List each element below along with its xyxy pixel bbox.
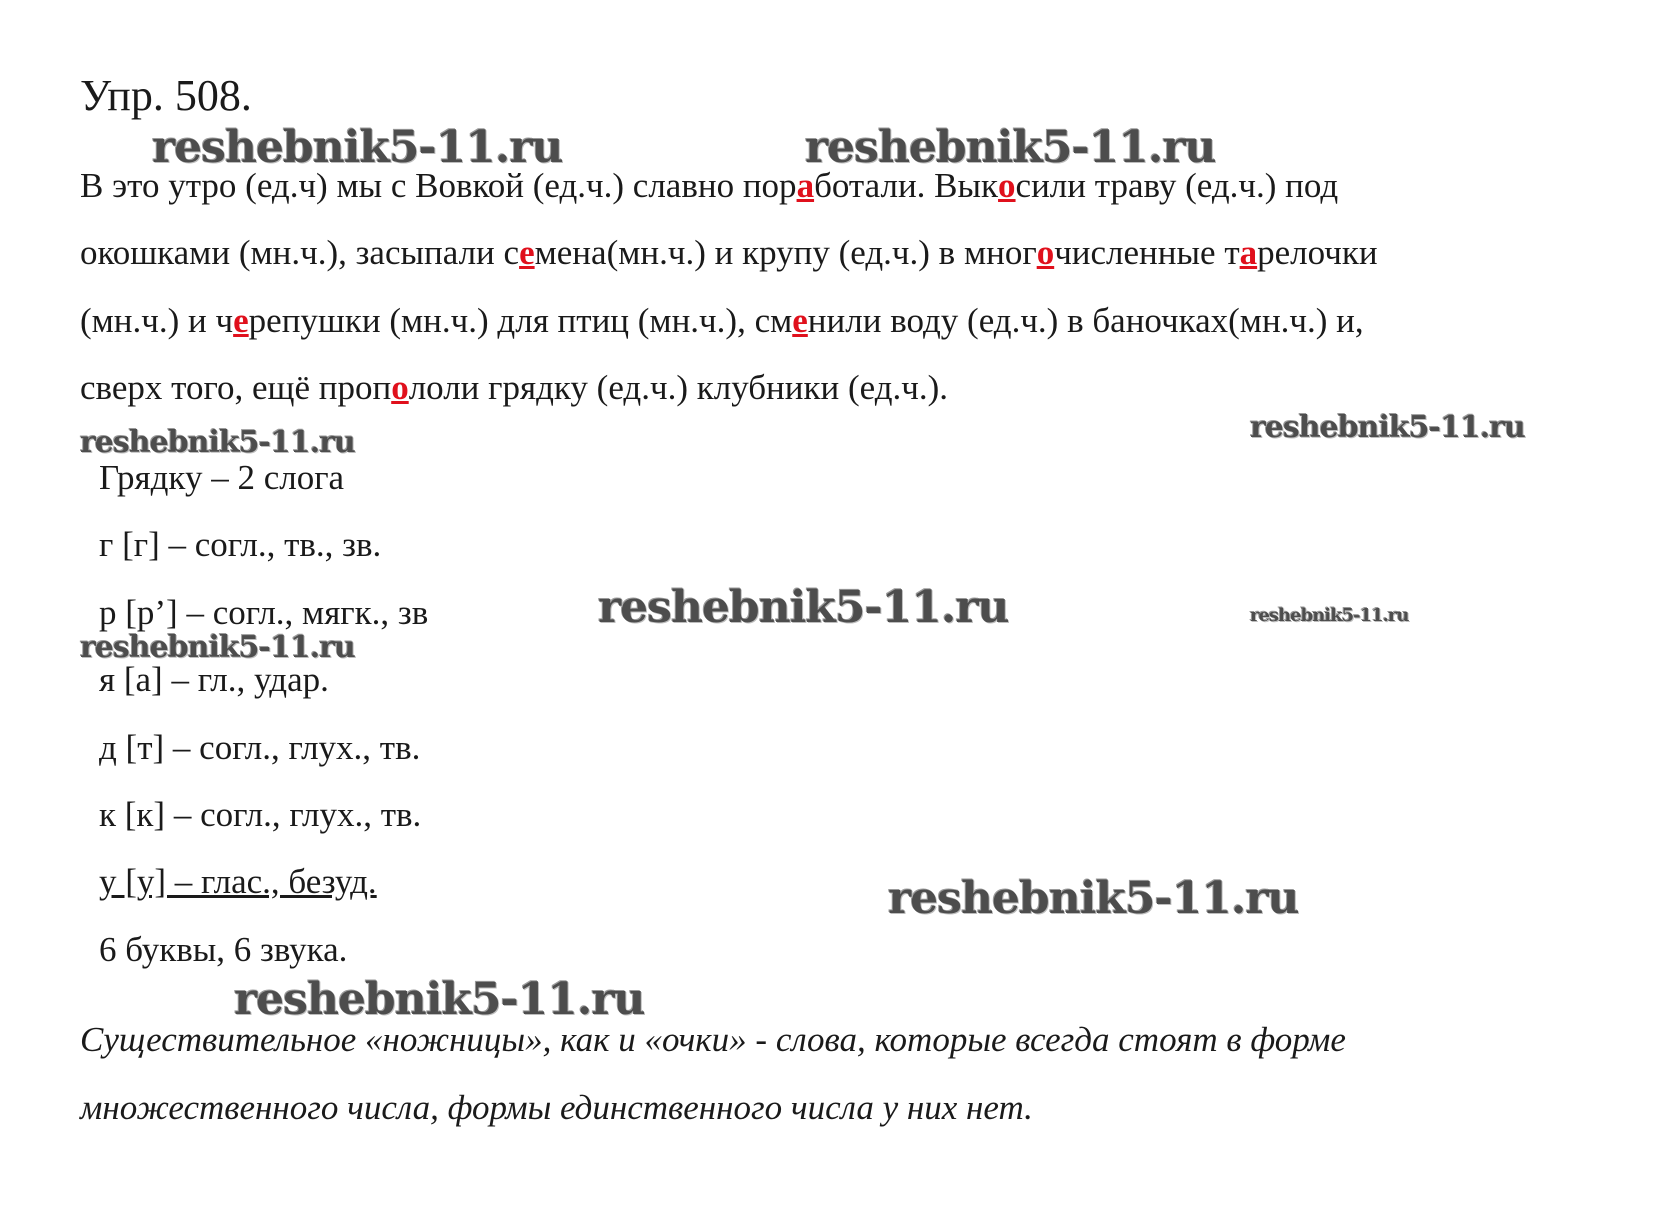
text-segment: сили траву (ед.ч.) под [1015,166,1339,205]
sound-line: р [р’] – согл., мягк., зв [99,593,429,632]
text-line [80,303,1364,338]
note-line: Существительное «ножницы», как и «очки» - слова, которые всегда стоят в форме [80,1020,1346,1059]
analysis-summary: 6 буквы, 6 звука. [99,930,348,969]
watermark: reshebnik5-11.ru [888,873,1299,924]
highlighted-vowel: о [1036,233,1055,272]
highlighted-vowel: е [233,301,249,340]
sound-line: г [г] – согл., тв., зв. [99,525,382,564]
sound-line: д [т] – согл., глух., тв. [99,728,421,767]
text-segment: сверх того, ещё проп [80,368,392,407]
note-line: множественного числа, формы единственного числа у них нет. [80,1088,1033,1127]
sound-line: у [у] – глас., безуд. [99,862,377,901]
highlighted-vowel: о [998,166,1016,205]
watermark: reshebnik5-11.ru [234,974,645,1025]
text-segment: релочки [1257,233,1378,272]
highlighted-vowel: е [519,233,535,272]
watermark: reshebnik5-11.ru [152,122,563,173]
analysis-heading: Грядку – 2 слога [99,458,345,497]
exercise-title: Упр. 508. [80,71,252,120]
sound-line: к [к] – согл., глух., тв. [99,795,422,834]
highlighted-vowel: о [391,368,409,407]
text-segment: нили воду (ед.ч.) в баночках(мн.ч.) и, [807,301,1364,340]
text-segment: лоли грядку (ед.ч.) клубники (ед.ч.). [408,368,949,407]
watermark: reshebnik5-11.ru [1250,605,1409,626]
highlighted-vowel: е [792,301,808,340]
text-line [80,168,1338,203]
watermark: reshebnik5-11.ru [598,582,1009,633]
text-segment: численные т [1054,233,1240,272]
text-segment: окошками (мн.ч.), засыпали с [80,233,520,272]
highlighted-vowel: а [1239,233,1258,272]
watermark: reshebnik5-11.ru [80,425,355,460]
text-line [80,370,948,405]
sound-line: я [а] – гл., удар. [99,660,329,699]
text-segment: репушки (мн.ч.) для птиц (мн.ч.), см [248,301,793,340]
text-segment: мена(мн.ч.) и крупу (ед.ч.) в мног [534,233,1037,272]
watermark: reshebnik5-11.ru [1250,410,1525,445]
text-line [80,235,1378,270]
watermark: reshebnik5-11.ru [805,122,1216,173]
text-segment: В это утро (ед.ч) мы с Вовкой (ед.ч.) славно пор [80,166,797,205]
text-segment: ботали. Вык [814,166,999,205]
highlighted-vowel: а [796,166,815,205]
watermark: reshebnik5-11.ru [80,630,355,665]
text-segment: (мн.ч.) и ч [80,301,234,340]
